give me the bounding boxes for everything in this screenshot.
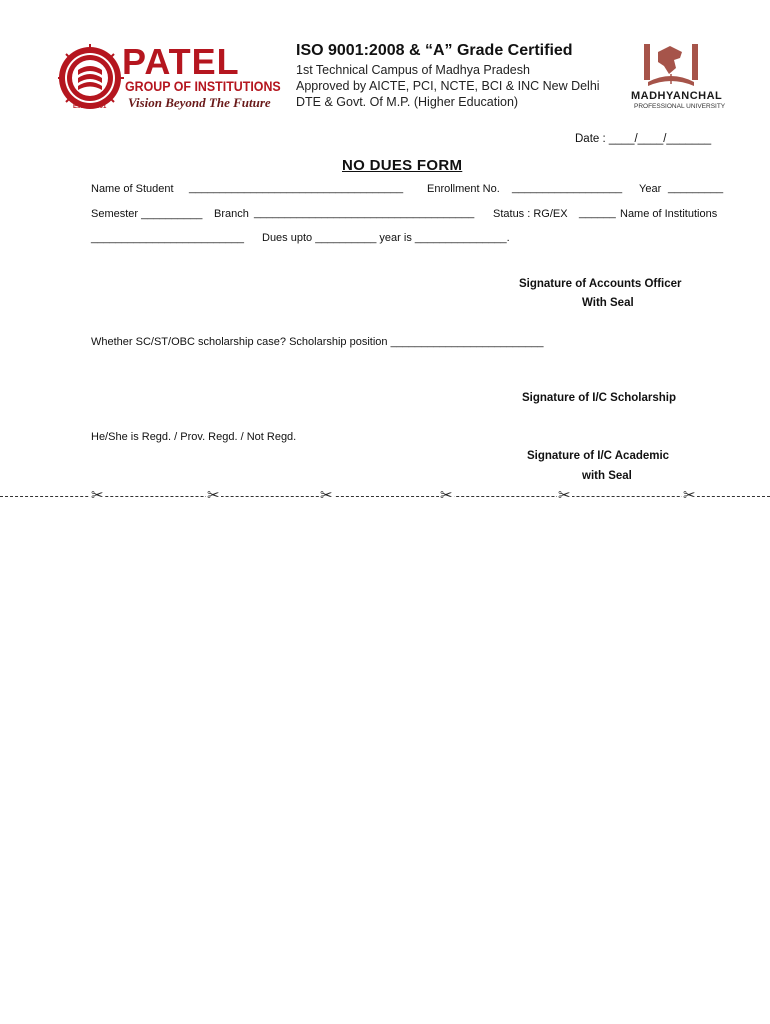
year-field[interactable]: _________ [668,182,724,194]
certification-line: 1st Technical Campus of Madhya Pradesh [296,63,530,77]
year-label: Year [639,183,662,195]
certification-line: Approved by AICTE, PCI, NCTE, BCI & INC New Delhi [296,79,600,93]
institution-label: Name of Institutions [620,208,718,220]
date-field[interactable]: Date : ____/____/_______ [575,133,712,145]
patel-tagline: Vision Beyond The Future [128,95,271,110]
cut-line [0,496,770,497]
certification-title: ISO 9001:2008 & “A” Grade Certified [296,42,573,59]
scissors-icon: ✂ [320,486,333,504]
madhyanchal-name: MADHYANCHAL [631,90,723,102]
registration-status: He/She is Regd. / Prov. Regd. / Not Regd. [91,431,297,443]
student-name-field[interactable]: ___________________________________ [189,182,404,194]
institution-field[interactable]: _________________________ [91,232,244,244]
enrollment-field[interactable]: __________________ [512,182,623,194]
form-title: NO DUES FORM [342,157,463,174]
enrollment-label: Enrollment No. [427,183,500,195]
academic-signature-label: Signature of I/C Academic [527,450,670,462]
patel-group-name: GROUP OF INSTITUTIONS [125,79,281,94]
certification-line: DTE & Govt. Of M.P. (Higher Education) [296,95,519,109]
branch-field[interactable]: ____________________________________ [254,207,475,219]
patel-brand: PATEL [122,41,240,82]
status-label: Status : RG/EX [493,208,568,220]
scissors-icon: ✂ [91,486,104,504]
scissors-icon: ✂ [207,486,220,504]
dues-upto-field[interactable]: Dues upto __________ year is _______________. [262,232,510,244]
status-field[interactable]: ______ [579,207,616,219]
academic-seal-label: with Seal [582,470,632,482]
branch-label: Branch [214,208,249,220]
scholarship-signature-label: Signature of I/C Scholarship [522,392,676,404]
scissors-icon: ✂ [558,486,571,504]
patel-established: Estd. : 2001 [73,104,107,110]
student-name-label: Name of Student [91,183,174,195]
madhyanchal-logo [636,40,706,88]
scissors-icon: ✂ [440,486,453,504]
accounts-signature-label: Signature of Accounts Officer [519,278,682,290]
semester-field[interactable]: Semester __________ [91,208,203,220]
madhyanchal-subtitle: PROFESSIONAL UNIVERSITY [634,103,726,110]
scissors-icon: ✂ [683,486,696,504]
accounts-seal-label: With Seal [582,297,634,309]
scholarship-question[interactable]: Whether SC/ST/OBC scholarship case? Scholarship position _________________________ [91,336,544,348]
